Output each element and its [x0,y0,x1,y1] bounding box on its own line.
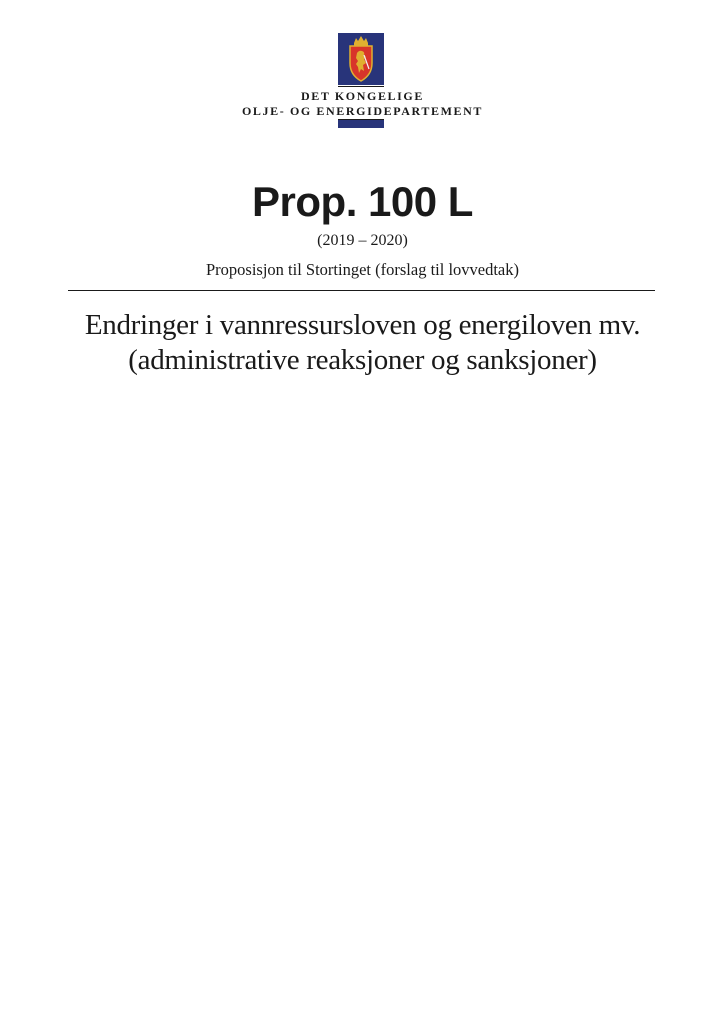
proposition-number: Prop. 100 L [252,178,473,225]
document-title-line2: (administrative reaksjoner og sanksjoner) [128,344,597,376]
document-title-line1: Endringer i vannressursloven og energiloven mv. [84,309,641,341]
title-divider [68,290,655,291]
department-name-line2: OLJE- OG ENERGIDEPARTEMENT [242,104,483,118]
parliamentary-session: (2019 – 2020) [317,232,408,249]
department-name-line1: DET KONGELIGE [301,89,424,103]
document-title [0,308,725,378]
department-color-bar [338,120,384,128]
proposition-type: Proposisjon til Stortinget (forslag til lovvedtak) [205,260,520,279]
coat-of-arms-icon [337,33,385,85]
department-top-rule [338,86,384,87]
